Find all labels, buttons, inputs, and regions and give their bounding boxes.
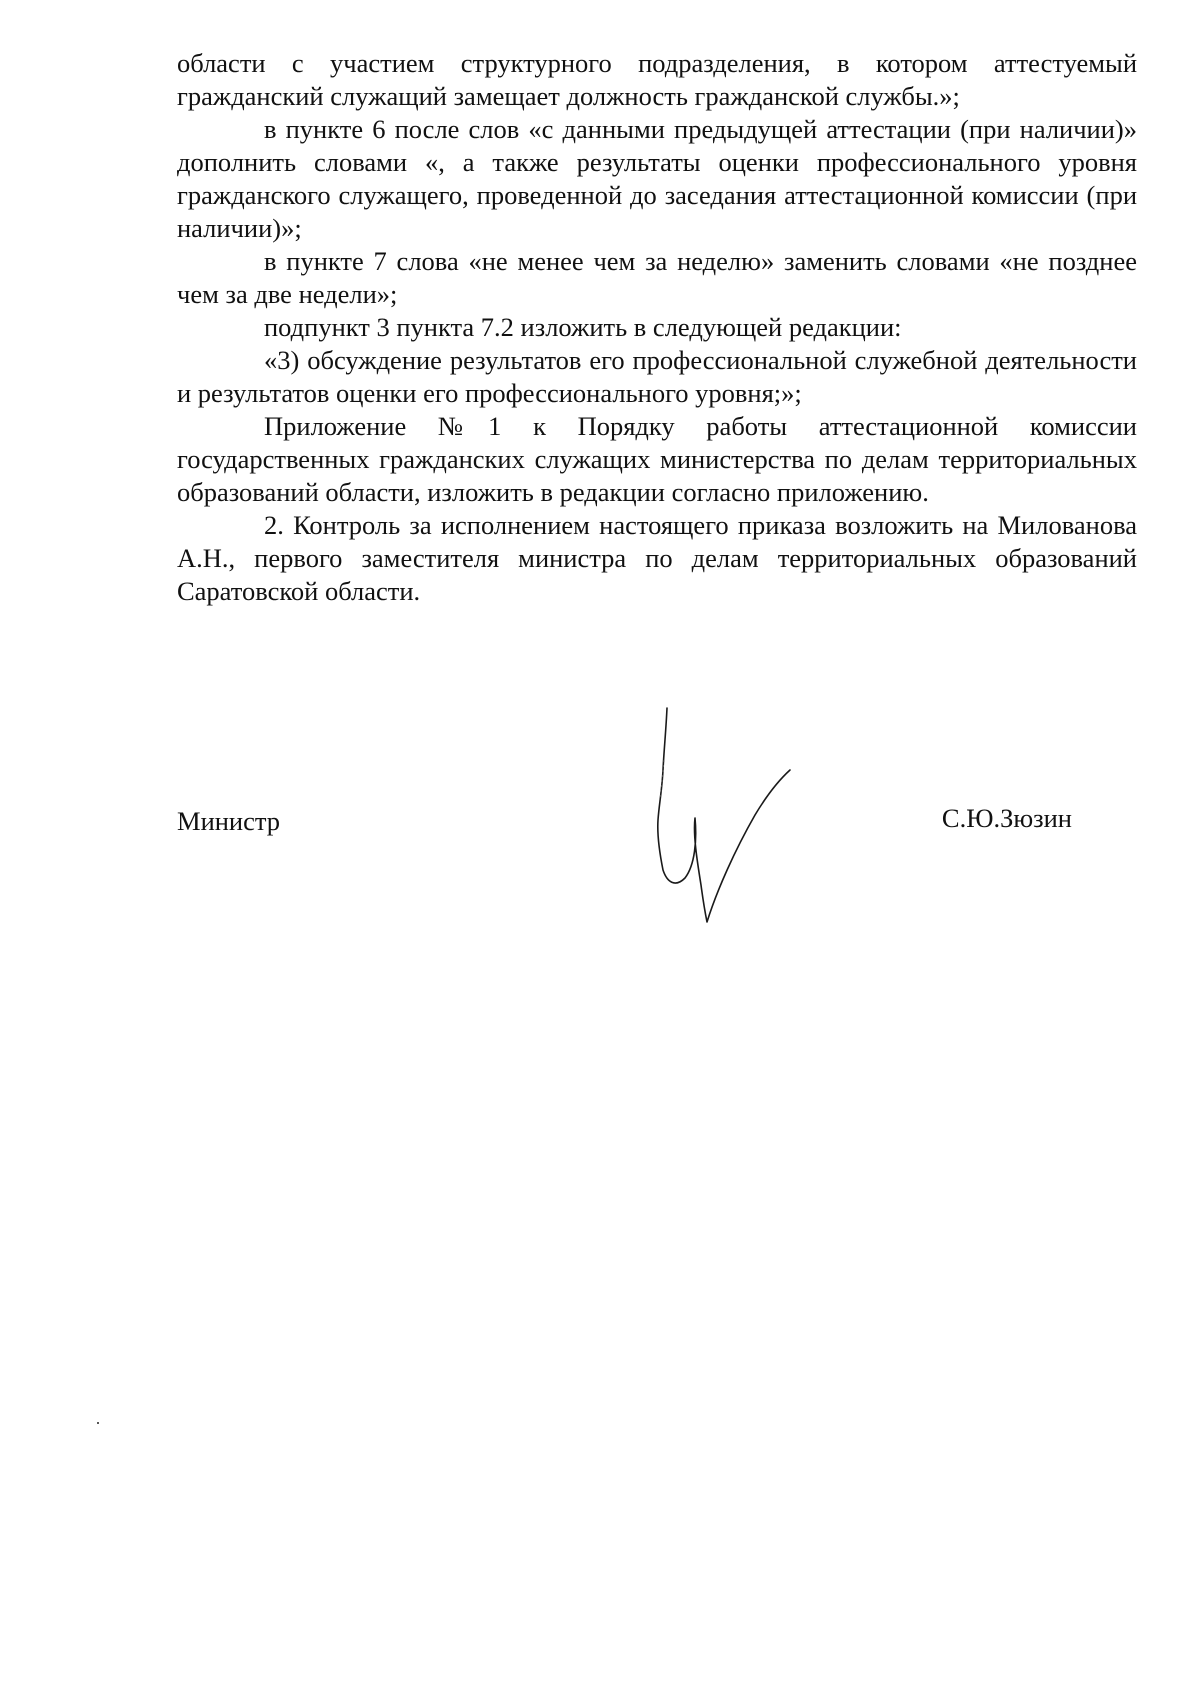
- document-body: [177, 47, 1137, 608]
- paragraph-continuation: области с участием структурного подразделения, в котором аттестуемый гражданский служащий замещает должность гражданской службы.»;: [177, 48, 1137, 111]
- paragraph-quoted-subitem-3: «3) обсуждение результатов его профессиональной служебной деятельности и результатов оценки его профессионального уровня;»;: [177, 345, 1137, 408]
- handwritten-signature: [655, 700, 835, 940]
- paragraph-item-6: в пункте 6 после слов «с данными предыдущей аттестации (при наличии)» дополнить словами «, а также результаты оценки профессионального уровня гражданского служащего, проведенной до заседания аттестационной комиссии (при наличии)»;: [177, 114, 1137, 243]
- paragraph-item-7: в пункте 7 слова «не менее чем за неделю» заменить словами «не позднее чем за две недели»;: [177, 246, 1137, 309]
- paragraph-control-clause: 2. Контроль за исполнением настоящего приказа возложить на Милованова А.Н., первого заместителя министра по делам территориальных образований Саратовской области.: [177, 510, 1137, 606]
- scan-artifact-dot: [97, 1422, 99, 1424]
- signer-position-title: Министр: [177, 806, 281, 836]
- paragraph-appendix-1: Приложение №1 к Порядку работы аттестационной комиссии государственных гражданских служащих министерства по делам территориальных образований области, изложить в редакции согласно приложению.: [177, 411, 1137, 507]
- signer-name: С.Ю.Зюзин: [941, 803, 1072, 833]
- paragraph-subitem-7-2: подпункт 3 пункта 7.2 изложить в следующей редакции:: [264, 312, 902, 342]
